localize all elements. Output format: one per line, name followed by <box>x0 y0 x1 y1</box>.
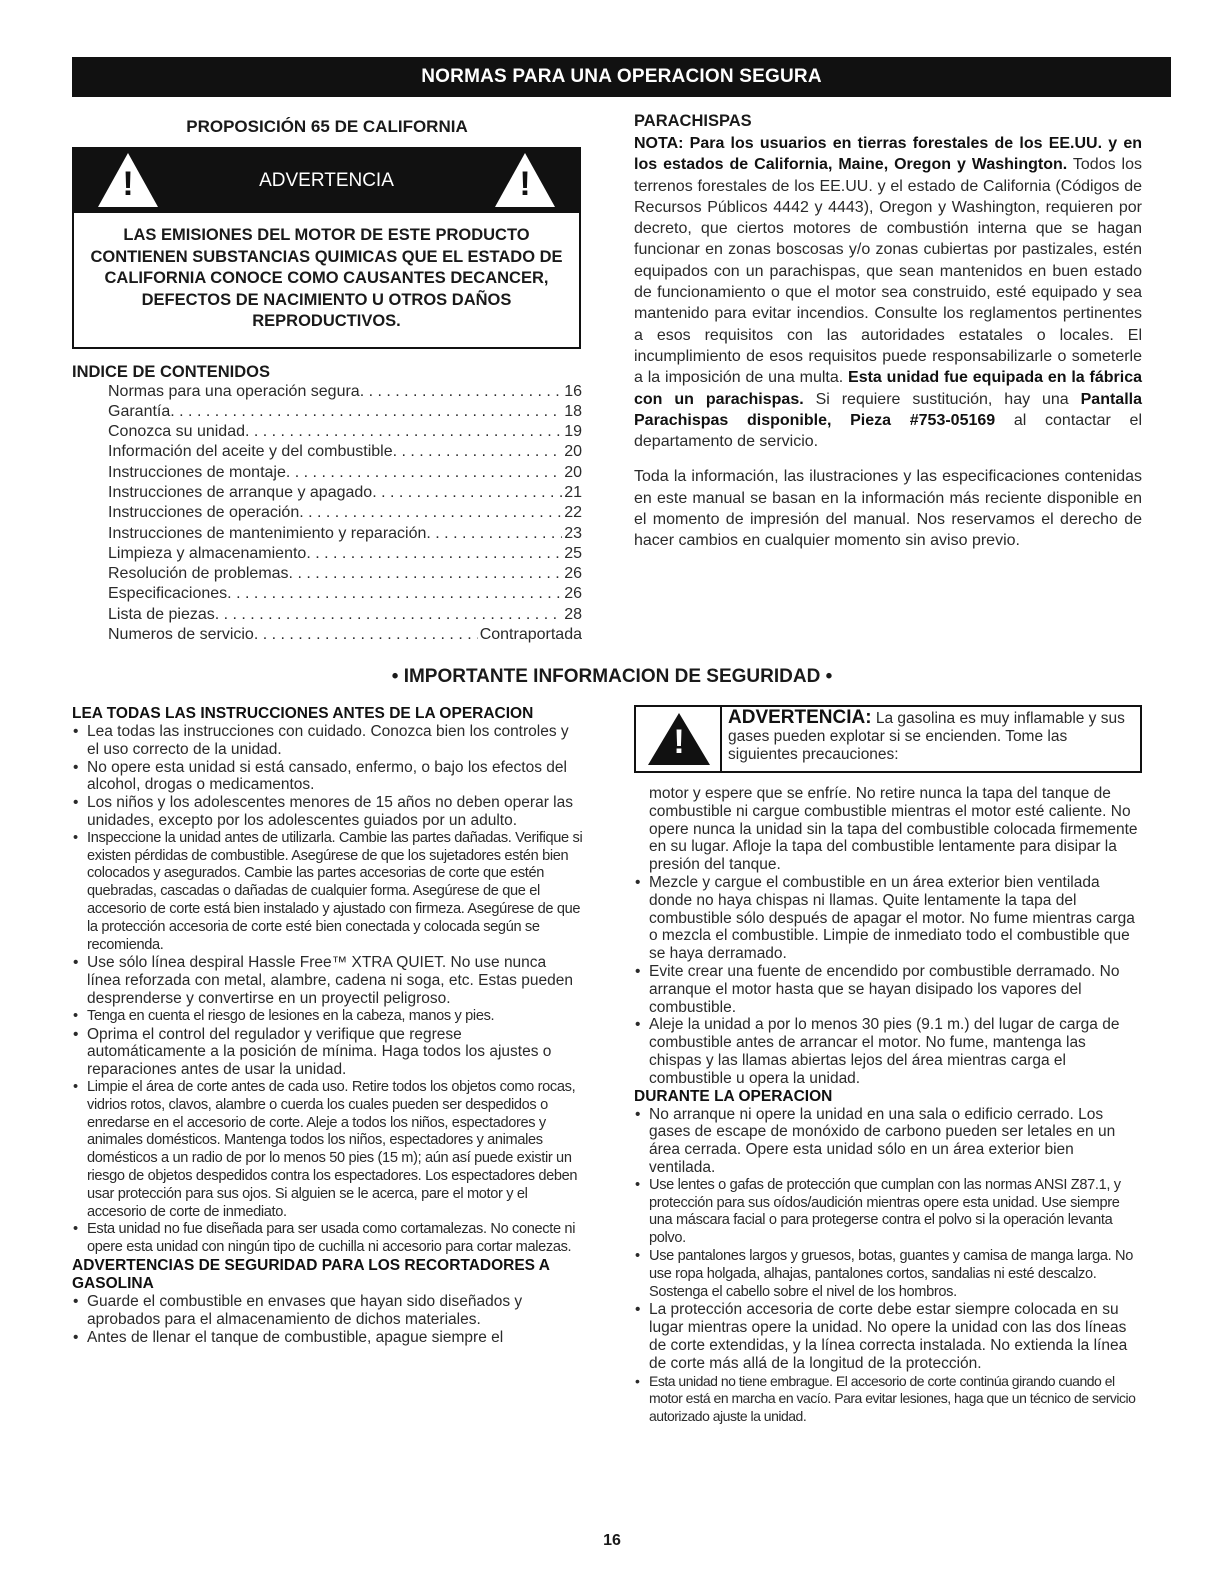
list-item: • Guarde el combustible en envases que hayan sido diseñados y aprobados para el almacenamiento de dichos materiales. <box>72 1293 584 1329</box>
warning-icon-panel <box>636 707 722 771</box>
warning-triangle-icon: ! <box>648 713 710 765</box>
list-item: • Los niños y los adolescentes menores de 15 años no deben operar las unidades, excepto por los adolescentes guiados por un adulto. <box>72 794 584 830</box>
gasoline-warning-box <box>634 705 1142 773</box>
list-item: • Inspeccione la unidad antes de utilizarla. Cambie las partes dañadas. Verifique si existen pérdidas de combustible. Asegúrese de que los sujetadores estén bien colocados y asegurados. Cambie las partes accesorias de corte que estén quebradas, cascadas o dañadas de cualquier forma. Asegúrese de que el accesorio de corte está bien instalado y ajustado con firmeza. Asegúrese de que la protección accesoria de corte esté bien conectada y colocada según se recomienda. <box>72 830 584 955</box>
page-number: 16 <box>603 1532 621 1549</box>
toc-page: 22 <box>564 504 582 522</box>
gas-continuation: motor y espere que se enfríe. No retire nunca la tapa del tanque de combustible ni cargue combustible mientras el motor esté caliente. No opere nunca la unidad sin la tapa del combustible colocada firmemente en su lugar. Afloje la tapa del combustible lentamente para disipar la presión del tanque. <box>649 785 1138 874</box>
toc-row <box>108 463 582 483</box>
toc-row <box>108 483 582 503</box>
list-item: • Esta unidad no tiene embrague. El accesorio de corte continúa girando cuando el motor está en marcha en vacío. Para evitar lesiones, haga que un técnico de servicio autorizado ajuste la unidad. <box>634 1373 1142 1426</box>
toc-row <box>108 382 582 402</box>
list-item: • No arranque ni opere la unidad en una sala o edificio cerrado. Los gases de escape de monóxido de carbono pueden ser letales en un área cerrada. Opere esta unidad sólo en un área exterior bien ventilada. <box>634 1106 1142 1177</box>
safety-title: • IMPORTANTE INFORMACION DE SEGURIDAD • <box>391 666 833 687</box>
toc-label: Instrucciones de montaje <box>108 463 286 481</box>
read-instructions-list <box>72 723 584 1257</box>
warning-header <box>74 149 579 213</box>
list-item: • Evite crear una fuente de encendido por combustible derramado. No arranque el motor hasta que se hayan disipado los vapores del combustible. <box>634 963 1142 1016</box>
toc-label: Información del aceite y del combustible <box>108 443 393 461</box>
during-operation-list <box>634 1106 1142 1426</box>
toc-page: 18 <box>564 402 582 420</box>
toc-row <box>108 564 582 584</box>
toc-page: 20 <box>564 463 582 481</box>
toc-page: 21 <box>564 483 582 501</box>
toc-leader <box>245 422 562 442</box>
warning-triangle-icon: ! <box>495 153 555 207</box>
toc-row <box>108 524 582 544</box>
toc-page: 20 <box>564 443 582 461</box>
replace-text: Si requiere sustitución, hay una <box>803 390 1081 408</box>
toc-label: Lista de piezas <box>108 605 215 623</box>
toc-page: 19 <box>564 423 582 441</box>
toc-label: Garantía <box>108 402 171 420</box>
during-operation-title: DURANTE LA OPERACION <box>634 1087 833 1105</box>
safety-left-column <box>72 705 584 1346</box>
toc-page: 26 <box>564 565 582 583</box>
gasoline-warning-body: La gasolina es muy inflamable y sus gases pueden explotar si se encienden. Tome las siguientes precauciones: <box>728 710 1125 763</box>
left-column-top <box>72 112 582 645</box>
toc-label: Conozca su unidad <box>108 423 245 441</box>
parachispas-title: PARACHISPAS <box>634 112 752 130</box>
toc-leader <box>360 382 563 402</box>
toc-row <box>108 442 582 462</box>
contact-text: al contactar el departamento de servicio. <box>634 411 1142 451</box>
toc-leader <box>426 524 562 544</box>
factory-bold: Esta unidad fue equipada en la fábrica con un parachispas. <box>634 369 1143 408</box>
toc-row <box>108 503 582 523</box>
toc-row <box>108 422 582 442</box>
page-header-bar: NORMAS PARA UNA OPERACION SEGURA <box>72 57 1171 97</box>
toc-label: Instrucciones de arranque y apagado <box>108 483 373 501</box>
nota-bold: NOTA: Para los usuarios en tierras forestales de los EE.UU. y en los estados de California, Maine, Oregon y Washington. <box>634 135 1142 174</box>
warning-triangle-icon: ! <box>98 153 158 207</box>
toc-title: INDICE DE CONTENIDOS <box>72 362 271 381</box>
toc-label: Resolución de problemas <box>108 565 289 583</box>
warning-label: ADVERTENCIA <box>259 170 394 191</box>
toc-leader <box>286 463 562 483</box>
list-item: • Mezcle y cargue el combustible en un área exterior bien ventilada donde no haya chispas ni llamas. Quite lentamente la tapa del combustible sólo después de apagar el motor. No fume mientras carga o mezcla el combustible. Limpie de inmediato todo el combustible que se haya derramado. <box>634 874 1142 963</box>
toc-leader <box>254 625 478 645</box>
toc-row <box>108 625 582 645</box>
toc-label: Especificaciones <box>108 585 228 603</box>
list-item: • Lea todas las instrucciones con cuidado. Conozca bien los controles y el uso correcto de la unidad. <box>72 723 584 759</box>
info-paragraph: Toda la información, las ilustraciones y las especificaciones contenidas en este manual se basan en la información más reciente disponible en el momento de impresión del manual. Nos reservamos el derecho de hacer cambios en cualquier momento sin aviso previo. <box>634 468 1142 550</box>
toc-page: 25 <box>564 544 582 562</box>
toc-label: Limpieza y almacenamiento <box>108 544 307 562</box>
list-item: • Esta unidad no fue diseñada para ser usada como cortamalezas. No conecte ni opere esta unidad con ningún tipo de cuchilla ni accesorio para cortar malezas. <box>72 1221 584 1257</box>
toc-leader <box>289 564 563 584</box>
right-column-top <box>634 112 1142 552</box>
list-item: • Antes de llenar el tanque de combustible, apague siempre el <box>72 1329 584 1347</box>
list-item: • La protección accesoria de corte debe estar siempre colocada en su lugar mientras opere la unidad. No opere la unidad con las dos líneas de corte extendidas, y la línea correcta instalada. No extienda la línea de corte más allá de la longitud de la protección. <box>634 1301 1142 1372</box>
parachispas-paragraph <box>634 133 1142 452</box>
warning-text: LAS EMISIONES DEL MOTOR DE ESTE PRODUCTO CONTIENEN SUBSTANCIAS QUIMICAS QUE EL ESTADO DE CALIFORNIA CONOCE COMO CAUSANTES DECANCER, DEFECTOS DE NACIMIENTO U OTROS DAÑOS REPRODUCTIVOS. <box>90 226 563 330</box>
toc-leader <box>170 402 562 422</box>
gasoline-warning-text <box>728 709 1134 764</box>
prop65-warning-box <box>72 147 581 349</box>
toc-row <box>108 402 582 422</box>
list-item: • Use sólo línea despiral Hassle Free™ XTRA QUIET. No use nunca línea reforzada con metal, alambre, cadena ni soga, etc. Estas pueden desprenderse y convertirse en un proyectil peligroso. <box>72 954 584 1007</box>
toc-page: 28 <box>564 605 582 623</box>
toc-label: Numeros de servicio <box>108 626 254 644</box>
toc-row <box>108 544 582 564</box>
screen-part-bold: Pantalla Parachispas disponible, Pieza #753-05169 <box>634 390 1142 429</box>
toc-page: 23 <box>564 524 582 542</box>
toc-label: Instrucciones de mantenimiento y reparación <box>108 524 427 542</box>
list-item: • Limpie el área de corte antes de cada uso. Retire todos los objetos como rocas, vidrios rotos, clavos, alambre o cuerda los cuales pueden ser despedidos o enredarse en el accesorio de corte. Aleje a todos los niños, espectadores y animales domésticos. Mantenga todos los niños, espectadores y animales domésticos a un radio de por lo menos 50 pies (15 m); aún así puede existir un riesgo de objetos despedidos contra los espectadores. Los espectadores deben usar protección para sus ojos. Si alguien se le acerca, pare el motor y el accesorio de corte de inmediato. <box>72 1079 584 1221</box>
read-instructions-title: LEA TODAS LAS INSTRUCCIONES ANTES DE LA OPERACION <box>72 705 534 722</box>
list-item: • No opere esta unidad si está cansado, enfermo, o bajo los efectos del alcohol, drogas o medicamentos. <box>72 759 584 795</box>
safety-right-column <box>634 705 1142 1426</box>
toc-leader <box>227 584 562 604</box>
list-item: • Use pantalones largos y gruesos, botas, guantes y camisa de manga larga. No use ropa holgada, alhajas, pantalones cortos, sandalias ni esté descalzo. Sostenga el cabello sobre el nivel de los hombros. <box>634 1248 1142 1301</box>
gas-warnings-list-right <box>634 874 1142 1088</box>
toc-leader <box>215 605 562 625</box>
toc-leader <box>299 503 562 523</box>
toc-leader <box>372 483 562 503</box>
toc-row <box>108 605 582 625</box>
nota-text: Todos los terrenos forestales de los EE.UU. y el estado de California (Códigos de Recursos Públicos 4442 y 4443), Oregon y Washington, requieren por decreto, que ciertos motores de combustión interna que se hagan funcionar en zonas boscosas y/o zonas cubiertas por pastizales, estén equipados con un parachispas, que sean mantenidos en buen estado de funcionamiento o que el motor sea construido, esté equipado y sea mantenido para evitar incendios. Consulte los reglamentos pertinentes a esos requisitos con las autoridades estatales o locales. El incumplimiento de esos requisitos puede responsabilizarle o someterle a la imposición de una multa. <box>634 156 1143 387</box>
toc-leader <box>306 544 562 564</box>
toc-row <box>108 584 582 604</box>
gas-warnings-list <box>72 1293 584 1346</box>
list-item: • Tenga en cuenta el riesgo de lesiones en la cabeza, manos y pies. <box>72 1008 584 1026</box>
table-of-contents <box>108 382 582 646</box>
toc-label: Instrucciones de operación <box>108 504 300 522</box>
gas-warnings-title: ADVERTENCIAS DE SEGURIDAD PARA LOS RECORTADORES A GASOLINA <box>72 1256 550 1292</box>
toc-page: 16 <box>564 382 582 400</box>
prop65-title: PROPOSICIÓN 65 DE CALIFORNIA <box>186 117 468 136</box>
toc-leader <box>393 442 563 462</box>
toc-page: 26 <box>564 585 582 603</box>
list-item: • Aleje la unidad a por lo menos 30 pies (9.1 m.) del lugar de carga de combustible antes de arrancar el motor. No fume, mantenga las chispas y las llamas abiertas lejos del área mientras carga el combustible u opera la unidad. <box>634 1016 1142 1087</box>
toc-page: Contraportada <box>479 626 582 644</box>
list-item: • Use lentes o gafas de protección que cumplan con las normas ANSI Z87.1, y protección para sus oídos/audición mientras opere esta unidad. Use siempre una máscara facial o para protegerse contra el polvo si la operación levanta polvo. <box>634 1177 1142 1248</box>
toc-label: Normas para una operación segura <box>108 382 360 400</box>
gasoline-warning-label: ADVERTENCIA: <box>728 707 872 728</box>
list-item: • Oprima el control del regulador y verifique que regrese automáticamente a la posición de mínima. Haga todos los ajustes o reparaciones antes de usar la unidad. <box>72 1026 584 1079</box>
